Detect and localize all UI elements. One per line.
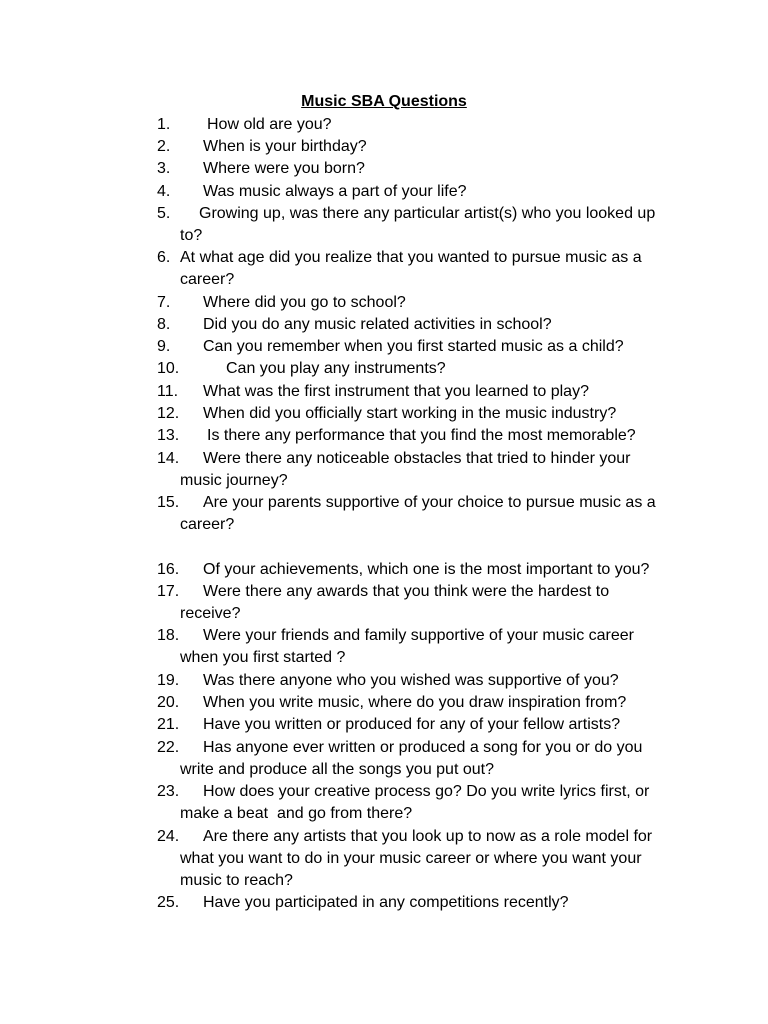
question-text-continued: what you want to do in your music career or where you want your	[180, 850, 642, 868]
question-text: What was the first instrument that you learned to play?	[203, 383, 589, 400]
question-text-continued: to?	[180, 227, 203, 245]
question-text: Have you written or produced for any of your fellow artists?	[203, 716, 621, 733]
question-number: 8.	[157, 316, 171, 333]
question-text: How does your creative process go? Do you write lyrics first, or	[203, 783, 650, 800]
question-text: Were there any noticeable obstacles that tried to hinder your	[203, 450, 631, 467]
question-text-continued: make a beat and go from there?	[180, 805, 413, 823]
question-number: 10.	[157, 360, 180, 377]
question-number: 22.	[157, 739, 180, 756]
question-text: Did you do any music related activities in school?	[203, 316, 552, 333]
question-text: How old are you?	[207, 116, 332, 133]
question-text: Were your friends and family supportive of your music career	[203, 627, 634, 644]
question-number: 25.	[157, 894, 180, 911]
question-number: 6.	[157, 249, 171, 266]
question-text-continued: career?	[180, 271, 235, 289]
question-text: Has anyone ever written or produced a song for you or do you	[203, 739, 643, 756]
question-text: Can you remember when you first started music as a child?	[203, 338, 624, 355]
question-text: Is there any performance that you find the most memorable?	[207, 427, 636, 444]
question-text-continued: write and produce all the songs you put out?	[180, 761, 494, 779]
question-text: Where did you go to school?	[203, 294, 406, 311]
question-text-continued: receive?	[180, 605, 241, 623]
question-number: 15.	[157, 494, 180, 511]
question-text: Where were you born?	[203, 160, 365, 177]
question-number: 2.	[157, 138, 171, 155]
question-number: 24.	[157, 828, 180, 845]
question-text: Of your achievements, which one is the most important to you?	[203, 561, 650, 578]
question-number: 16.	[157, 561, 180, 578]
question-number: 12.	[157, 405, 180, 422]
question-text: When is your birthday?	[203, 138, 367, 155]
question-number: 4.	[157, 183, 171, 200]
question-text: When did you officially start working in the music industry?	[203, 405, 617, 422]
question-number: 18.	[157, 627, 180, 644]
question-text: At what age did you realize that you wanted to pursue music as a	[180, 249, 642, 266]
question-number: 17.	[157, 583, 180, 600]
question-text-continued: music to reach?	[180, 872, 293, 890]
question-text: Can you play any instruments?	[226, 360, 446, 377]
question-number: 19.	[157, 672, 180, 689]
question-number: 5.	[157, 205, 171, 222]
question-text: Are there any artists that you look up to now as a role model for	[203, 828, 653, 845]
question-number: 11.	[157, 383, 179, 400]
question-text-continued: career?	[180, 516, 235, 534]
question-text: Were there any awards that you think were the hardest to	[203, 583, 610, 600]
question-number: 20.	[157, 694, 180, 711]
question-number: 1.	[157, 116, 171, 133]
question-number: 14.	[157, 450, 180, 467]
question-number: 3.	[157, 160, 171, 177]
question-text: When you write music, where do you draw inspiration from?	[203, 694, 627, 711]
question-text: Was music always a part of your life?	[203, 183, 467, 200]
page-title: Music SBA Questions	[301, 93, 467, 110]
question-text: Growing up, was there any particular artist(s) who you looked up	[199, 205, 656, 222]
question-number: 9.	[157, 338, 171, 355]
question-number: 21.	[157, 716, 180, 733]
question-text: Are your parents supportive of your choice to pursue music as a	[203, 494, 656, 511]
question-number: 13.	[157, 427, 180, 444]
question-text-continued: when you first started ?	[180, 649, 346, 667]
question-number: 7.	[157, 294, 171, 311]
question-number: 23.	[157, 783, 180, 800]
question-text: Was there anyone who you wished was supportive of you?	[203, 672, 619, 689]
question-text-continued: music journey?	[180, 472, 288, 490]
question-text: Have you participated in any competitions recently?	[203, 894, 569, 911]
